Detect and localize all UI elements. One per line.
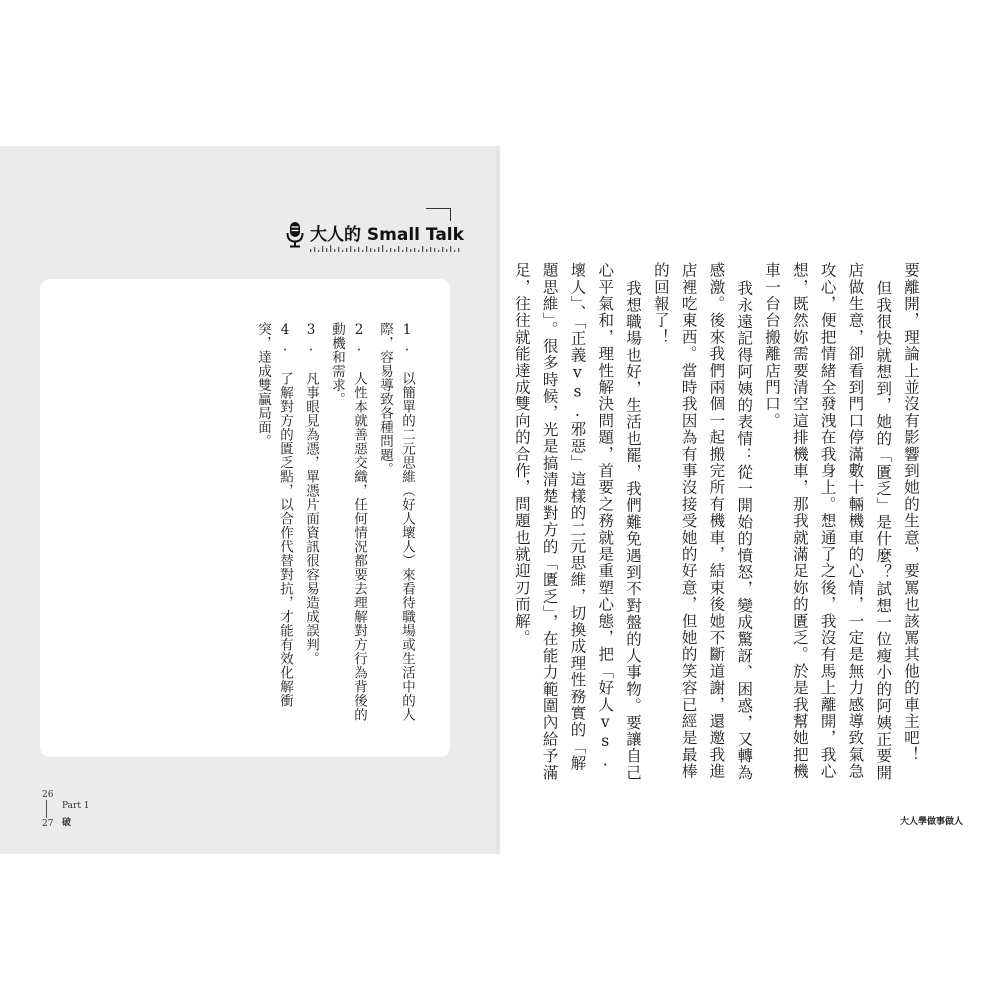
microphone-icon bbox=[286, 222, 304, 248]
body-paragraph: 但我很快就想到，她的「匱乏」是什麼？試想一位瘦小的阿姨正要開店做生意，卻看到門口停滿數十輛機車的心情，一定是無力感導致氣急攻心，便把情緒全發洩在我身上。想通了之後，我沒有馬上離開，我心想，既然妳需要清空這排機車，那我就滿足妳的匱乏。於是我幫她把機車一台台搬離店門口。 bbox=[763, 262, 893, 781]
running-book-title: 大人學做事做人 bbox=[900, 817, 964, 827]
body-paragraph: 我永遠記得阿姨的表情：從一開始的憤怒，變成驚訝、困惑，又轉為感激。後來我們兩個一起搬完所有機車，結束後她不斷道謝，還邀我進店裡吃東西。當時我因為有事沒接受她的好意，但她的笑容已經是最棒的回報了！ bbox=[651, 262, 754, 781]
page-gutter bbox=[496, 146, 504, 854]
body-paragraph: 我想職場也好，生活也罷，我們難免遇到不對盤的人事物。要讓自己心平氣和，理性解決問題，首要之務就是重塑心態，把「好人vs.壞人」、「正義vs.邪惡」這樣的二元思維，切換成理性務實的「解題思維」。很多時候，光是搞清楚對方的「匱乏」，在能力範圍內給予滿足，往往就能達成雙向的合作，問題也就迎刃而解。 bbox=[512, 262, 643, 781]
part-title: 破 bbox=[62, 818, 72, 828]
summary-item: 2. 人性本就善惡交織，任何情況都要去理解對方行為背後的動機和需求。 bbox=[329, 322, 367, 722]
summary-list bbox=[248, 322, 418, 722]
page-number-right: 27 bbox=[42, 819, 54, 829]
summary-item: 3. 凡事眼見為憑，單憑片面資訊很容易造成誤判。 bbox=[303, 322, 319, 666]
soundwave-decoration bbox=[310, 244, 460, 252]
body-text bbox=[507, 262, 924, 782]
folio-divider bbox=[46, 800, 47, 818]
section-title: 大人的 Small Talk bbox=[310, 225, 464, 245]
corner-bracket bbox=[426, 208, 451, 221]
part-label: Part 1 bbox=[62, 801, 90, 811]
summary-item: 4. 了解對方的匱乏點，以合作代替對抗，才能有效化解衝突，達成雙贏局面。 bbox=[255, 322, 293, 708]
page-number-left: 26 bbox=[42, 790, 54, 800]
body-paragraph: 要離開，理論上並沒有影響到她的生意，要罵也該罵其他的車主吧！ bbox=[902, 262, 920, 763]
summary-item: 1. 以簡單的二元思維（好人壞人）來看待職場或生活中的人際，容易導致各種問題。 bbox=[377, 322, 415, 722]
